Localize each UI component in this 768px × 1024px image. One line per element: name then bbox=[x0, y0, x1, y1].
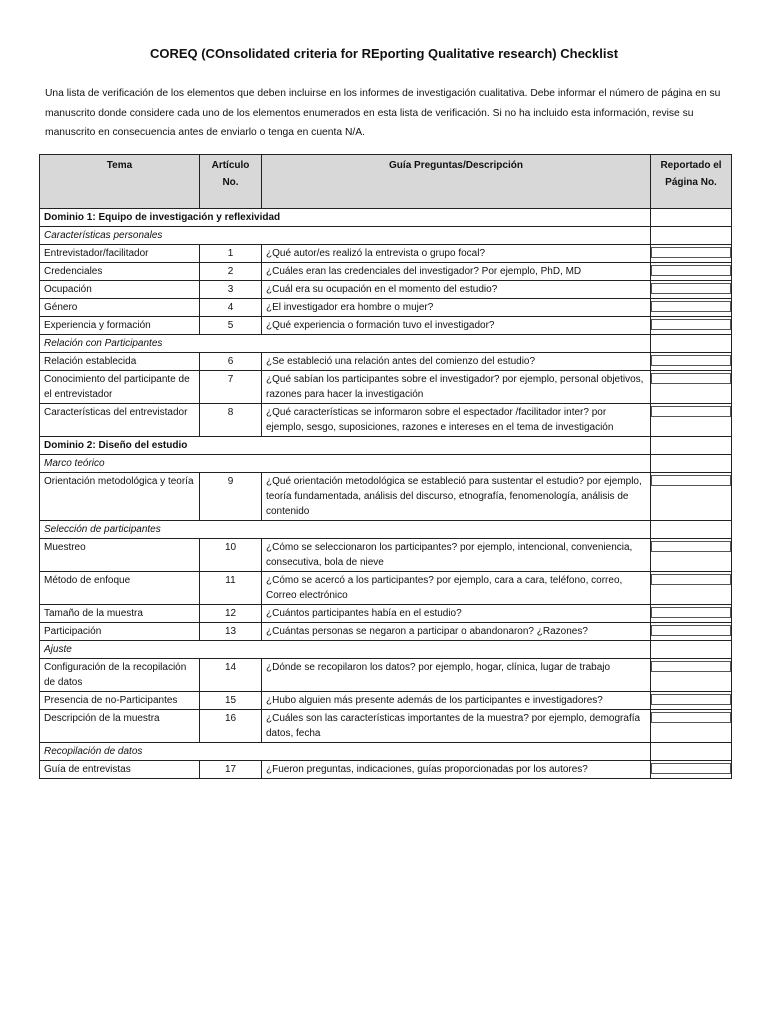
page-number-cell[interactable] bbox=[651, 572, 732, 605]
tema-cell: Presencia de no-Participantes bbox=[40, 692, 200, 710]
item-number: 12 bbox=[200, 605, 262, 623]
subsection-row bbox=[40, 743, 732, 761]
item-number: 17 bbox=[200, 761, 262, 779]
guide-question: ¿Qué características se informaron sobre el espectador /facilitador inter? por ejemplo, sesgo, suposiciones, razones e intereses en el tema de investigación bbox=[262, 404, 651, 437]
page-number-cell[interactable] bbox=[651, 659, 732, 692]
page-number-cell[interactable] bbox=[651, 761, 732, 779]
page-number-input[interactable] bbox=[651, 607, 731, 618]
page-number-input[interactable] bbox=[651, 541, 731, 552]
section-row bbox=[40, 209, 732, 227]
page-number-cell[interactable] bbox=[651, 539, 732, 572]
table-row bbox=[40, 473, 732, 521]
subsection-title: Marco teórico bbox=[40, 455, 651, 473]
item-number: 5 bbox=[200, 317, 262, 335]
table-row bbox=[40, 623, 732, 641]
page-number-cell[interactable] bbox=[651, 641, 732, 659]
item-number: 8 bbox=[200, 404, 262, 437]
tema-cell: Género bbox=[40, 299, 200, 317]
header-guia: Guía Preguntas/Descripción bbox=[262, 155, 651, 209]
page-number-cell[interactable] bbox=[651, 317, 732, 335]
page-number-input[interactable] bbox=[651, 712, 731, 723]
table-row bbox=[40, 404, 732, 437]
tema-cell: Ocupación bbox=[40, 281, 200, 299]
page-number-cell[interactable] bbox=[651, 353, 732, 371]
page-number-input[interactable] bbox=[651, 625, 731, 636]
table-row bbox=[40, 299, 732, 317]
page-number-cell[interactable] bbox=[651, 227, 732, 245]
item-number: 11 bbox=[200, 572, 262, 605]
page-number-cell[interactable] bbox=[651, 473, 732, 521]
tema-cell: Muestreo bbox=[40, 539, 200, 572]
section-title: Dominio 1: Equipo de investigación y reflexividad bbox=[40, 209, 651, 227]
page-number-input[interactable] bbox=[651, 301, 731, 312]
item-number: 16 bbox=[200, 710, 262, 743]
page-number-cell[interactable] bbox=[651, 245, 732, 263]
page-number-input[interactable] bbox=[651, 406, 731, 417]
page-number-input[interactable] bbox=[651, 574, 731, 585]
page-number-cell[interactable] bbox=[651, 455, 732, 473]
item-number: 10 bbox=[200, 539, 262, 572]
item-number: 6 bbox=[200, 353, 262, 371]
page-number-input[interactable] bbox=[651, 694, 731, 705]
page-number-cell[interactable] bbox=[651, 605, 732, 623]
page-number-cell[interactable] bbox=[651, 299, 732, 317]
table-row bbox=[40, 761, 732, 779]
subsection-row bbox=[40, 641, 732, 659]
subsection-title: Relación con Participantes bbox=[40, 335, 651, 353]
page-number-cell[interactable] bbox=[651, 281, 732, 299]
table-row bbox=[40, 263, 732, 281]
guide-question: ¿Se estableció una relación antes del comienzo del estudio? bbox=[262, 353, 651, 371]
table-row bbox=[40, 659, 732, 692]
page-number-input[interactable] bbox=[651, 265, 731, 276]
subsection-title: Selección de participantes bbox=[40, 521, 651, 539]
guide-question: ¿Fueron preguntas, indicaciones, guías proporcionadas por los autores? bbox=[262, 761, 651, 779]
page-number-input[interactable] bbox=[651, 247, 731, 258]
tema-cell: Guía de entrevistas bbox=[40, 761, 200, 779]
checklist-table bbox=[39, 154, 732, 779]
guide-question: ¿Dónde se recopilaron los datos? por ejemplo, hogar, clínica, lugar de trabajo bbox=[262, 659, 651, 692]
header-reportado: Reportado el Página No. bbox=[651, 155, 732, 209]
page-number-cell[interactable] bbox=[651, 521, 732, 539]
page-number-input[interactable] bbox=[651, 319, 731, 330]
tema-cell: Descripción de la muestra bbox=[40, 710, 200, 743]
page-number-input[interactable] bbox=[651, 661, 731, 672]
item-number: 1 bbox=[200, 245, 262, 263]
page-number-input[interactable] bbox=[651, 373, 731, 384]
page-number-cell[interactable] bbox=[651, 437, 732, 455]
page-number-cell[interactable] bbox=[651, 404, 732, 437]
table-row bbox=[40, 245, 732, 263]
guide-question: ¿Qué orientación metodológica se estableció para sustentar el estudio? por ejemplo, teoría fundamentada, análisis del discurso, etnografía, fenomenología, análisis de contenido bbox=[262, 473, 651, 521]
page-number-input[interactable] bbox=[651, 475, 731, 486]
table-row bbox=[40, 605, 732, 623]
tema-cell: Participación bbox=[40, 623, 200, 641]
subsection-row bbox=[40, 521, 732, 539]
page-title: COREQ (COnsolidated criteria for REporting Qualitative research) Checklist bbox=[149, 46, 619, 61]
page-number-input[interactable] bbox=[651, 283, 731, 294]
intro-paragraph: Una lista de verificación de los elementos que deben incluirse en los informes de investigación cualitativa. Debe informar el número de página en su manuscrito donde considere cada uno de los elementos enumerados en esta lista de verificación. Si no ha incluido esta información, revise su manuscrito en consecuencia antes de enviarlo o tenga en cuenta N/A. bbox=[45, 88, 721, 138]
guide-question: ¿Cuál era su ocupación en el momento del estudio? bbox=[262, 281, 651, 299]
tema-cell: Tamaño de la muestra bbox=[40, 605, 200, 623]
subsection-title: Recopilación de datos bbox=[40, 743, 651, 761]
subsection-row bbox=[40, 335, 732, 353]
tema-cell: Características del entrevistador bbox=[40, 404, 200, 437]
guide-question: ¿Qué sabían los participantes sobre el investigador? por ejemplo, personal objetivos, razones para hacer la investigación bbox=[262, 371, 651, 404]
guide-question: ¿El investigador era hombre o mujer? bbox=[262, 299, 651, 317]
subsection-row bbox=[40, 455, 732, 473]
guide-question: ¿Hubo alguien más presente además de los participantes e investigadores? bbox=[262, 692, 651, 710]
subsection-row bbox=[40, 227, 732, 245]
tema-cell: Credenciales bbox=[40, 263, 200, 281]
item-number: 14 bbox=[200, 659, 262, 692]
item-number: 7 bbox=[200, 371, 262, 404]
table-row bbox=[40, 572, 732, 605]
guide-question: ¿Qué autor/es realizó la entrevista o grupo focal? bbox=[262, 245, 651, 263]
guide-question: ¿Cómo se acercó a los participantes? por ejemplo, cara a cara, teléfono, correo, Correo electrónico bbox=[262, 572, 651, 605]
subsection-title: Características personales bbox=[40, 227, 651, 245]
item-number: 3 bbox=[200, 281, 262, 299]
table-row bbox=[40, 353, 732, 371]
guide-question: ¿Cuántas personas se negaron a participar o abandonaron? ¿Razones? bbox=[262, 623, 651, 641]
table-row bbox=[40, 281, 732, 299]
tema-cell: Configuración de la recopilación de datos bbox=[40, 659, 200, 692]
tema-cell: Entrevistador/facilitador bbox=[40, 245, 200, 263]
guide-question: ¿Cuáles eran las credenciales del investigador? Por ejemplo, PhD, MD bbox=[262, 263, 651, 281]
guide-question: ¿Cuáles son las características importantes de la muestra? por ejemplo, demografía datos, fecha bbox=[262, 710, 651, 743]
page-number-input[interactable] bbox=[651, 763, 731, 774]
guide-question: ¿Qué experiencia o formación tuvo el investigador? bbox=[262, 317, 651, 335]
tema-cell: Método de enfoque bbox=[40, 572, 200, 605]
page-number-cell[interactable] bbox=[651, 710, 732, 743]
header-tema: Tema bbox=[40, 155, 200, 209]
table-row bbox=[40, 317, 732, 335]
page-number-cell[interactable] bbox=[651, 692, 732, 710]
item-number: 4 bbox=[200, 299, 262, 317]
section-row bbox=[40, 437, 732, 455]
page-number-input[interactable] bbox=[651, 355, 731, 366]
header-articulo: Artículo No. bbox=[200, 155, 262, 209]
page-number-cell[interactable] bbox=[651, 371, 732, 404]
subsection-title: Ajuste bbox=[40, 641, 651, 659]
guide-question: ¿Cómo se seleccionaron los participantes? por ejemplo, intencional, conveniencia, consecutiva, bola de nieve bbox=[262, 539, 651, 572]
item-number: 15 bbox=[200, 692, 262, 710]
tema-cell: Relación establecida bbox=[40, 353, 200, 371]
page-number-cell[interactable] bbox=[651, 623, 732, 641]
item-number: 2 bbox=[200, 263, 262, 281]
page-number-cell[interactable] bbox=[651, 743, 732, 761]
tema-cell: Orientación metodológica y teoría bbox=[40, 473, 200, 521]
item-number: 13 bbox=[200, 623, 262, 641]
guide-question: ¿Cuántos participantes había en el estudio? bbox=[262, 605, 651, 623]
table-row bbox=[40, 710, 732, 743]
item-number: 9 bbox=[200, 473, 262, 521]
page-number-cell[interactable] bbox=[651, 263, 732, 281]
table-row bbox=[40, 539, 732, 572]
page-number-cell[interactable] bbox=[651, 335, 732, 353]
tema-cell: Conocimiento del participante de el entrevistador bbox=[40, 371, 200, 404]
table-row bbox=[40, 692, 732, 710]
page-number-cell[interactable] bbox=[651, 209, 732, 227]
table-row bbox=[40, 371, 732, 404]
section-title: Dominio 2: Diseño del estudio bbox=[40, 437, 651, 455]
tema-cell: Experiencia y formación bbox=[40, 317, 200, 335]
table-header-row bbox=[40, 155, 732, 209]
